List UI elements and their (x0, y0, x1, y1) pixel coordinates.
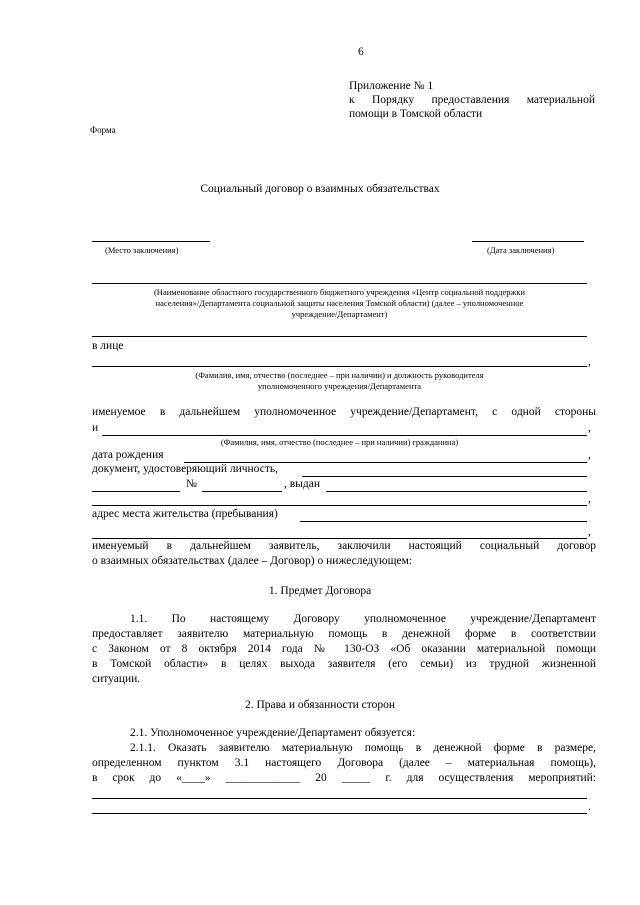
section-1-line-1: 1.1. По настоящему Договору уполномоченное учреждение/Департамент (130, 613, 596, 625)
number-line[interactable] (202, 491, 282, 492)
institution-caption-2: населения»/Департамента социальной защиты населения Томской области) (далее – уполномоченное (155, 298, 524, 308)
item-2-1-1-line-1: 2.1.1. Оказать заявителю материальную помощь в денежной форме в размере, (130, 742, 596, 754)
appendix-line-2: к Порядку предоставления материальной (349, 94, 595, 106)
address-line-2[interactable] (92, 538, 587, 539)
place-line[interactable] (92, 241, 210, 242)
section-1-line-5: ситуации. (92, 673, 141, 685)
page-number: 6 (358, 46, 364, 58)
birth-date-comma: , (588, 449, 591, 461)
date-line[interactable] (472, 241, 584, 242)
applicant-line-1: именуемый в дальнейшем заявитель, заключили настоящий социальный договор (92, 540, 596, 552)
address-comma: , (588, 526, 591, 538)
section-2-heading: 2. Права и обязанности сторон (244, 699, 396, 711)
section-1-line-3: с Законом от 8 октября 2014 года № 130-ОЗ «Об оказании материальной помощи (92, 643, 596, 655)
and-label: и (92, 422, 99, 434)
address-label: адрес места жительства (пребывания) (92, 508, 278, 520)
series-line[interactable] (92, 491, 180, 492)
id-doc-line[interactable] (302, 476, 587, 477)
in-person-label: в лице (92, 340, 124, 352)
section-1-line-4: в Томской области» в целях выхода заявителя (его семьи) из трудной жизненной (92, 658, 596, 670)
citizen-comma: , (588, 422, 591, 434)
institution-line[interactable] (92, 283, 587, 284)
number-sign: № (186, 478, 197, 490)
measures-line-2[interactable] (92, 813, 587, 814)
issued-line[interactable] (326, 491, 587, 492)
measures-period: . (588, 801, 591, 813)
item-2-1-1-line-2: определенном пунктом 3.1 настоящего Договора (далее – материальная помощь), (92, 757, 596, 769)
section-1-line-2: предоставляет заявителю материальную помощь в денежной форме в соответствии (92, 628, 596, 640)
appendix-line-3: помощи в Томской области (349, 108, 483, 120)
section-1-heading: 1. Предмет Договора (268, 585, 372, 597)
applicant-line-2: о взаимных обязательствах (далее – Договор) о нижеследующем: (92, 555, 413, 567)
item-2-1: 2.1. Уполномоченное учреждение/Департамент обязуется: (130, 727, 416, 739)
document-title: Социальный договор о взаимных обязательствах (200, 183, 440, 195)
place-caption: (Место заключения) (105, 245, 179, 255)
measures-line-1[interactable] (92, 798, 587, 799)
date-caption: (Дата заключения) (487, 245, 555, 255)
head-line[interactable] (92, 366, 587, 367)
id-doc-label: документ, удостоверяющий личность, (92, 463, 278, 475)
institution-line-2[interactable] (92, 336, 587, 337)
item-2-1-1-line-3: в срок до «____» _____________ 20 _____ г. для осуществления мероприятий: (92, 772, 596, 784)
named-line: именуемое в дальнейшем уполномоченное учреждение/Департамент, с одной стороны (92, 406, 596, 418)
issued-label: , выдан (284, 478, 321, 490)
citizen-line[interactable] (102, 435, 587, 436)
institution-caption-3: учреждение/Департамент) (291, 309, 388, 319)
birth-date-label: дата рождения (92, 449, 164, 461)
head-caption-2: уполномоченного учреждения/Департамента (257, 381, 422, 391)
institution-caption-1: (Наименование областного государственного бюджетного учреждения «Центр социальной поддержки (153, 287, 526, 297)
address-line[interactable] (300, 521, 587, 522)
citizen-caption: (Фамилия, имя, отчество (последнее – при наличии) гражданина) (220, 437, 459, 447)
head-comma: , (588, 356, 591, 368)
head-caption-1: (Фамилия, имя, отчество (последнее – при наличии) и должность руководителя (195, 370, 484, 380)
issued-line-2[interactable] (92, 505, 587, 506)
issued-comma: , (588, 493, 591, 505)
form-label: Форма (90, 125, 116, 135)
appendix-line-1: Приложение № 1 (349, 80, 434, 92)
